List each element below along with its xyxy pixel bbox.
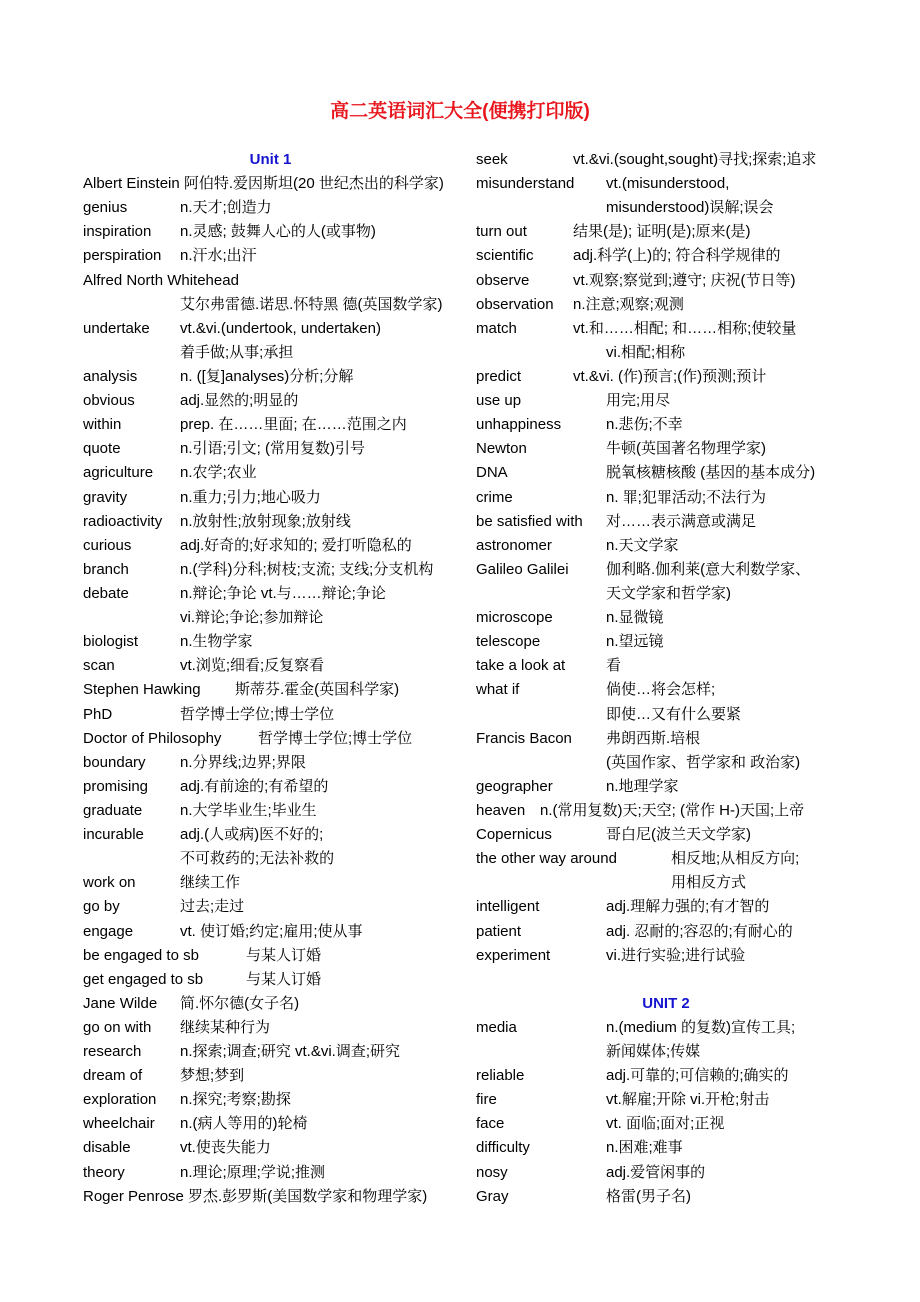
- vocab-entry: [476, 920, 856, 944]
- vocab-entry: [83, 1136, 458, 1160]
- vocab-word: Gray: [476, 1187, 509, 1205]
- vocab-entry: [476, 1040, 856, 1064]
- vocab-definition: vt. 使订婚;约定;雇用;使从事: [180, 922, 363, 940]
- vocab-entry: [83, 341, 458, 365]
- vocab-entry: [476, 871, 856, 895]
- vocab-entry: [476, 269, 856, 293]
- vocab-entry: [83, 1064, 458, 1088]
- vocab-word: research: [83, 1043, 142, 1061]
- vocab-entry: [476, 172, 856, 196]
- vocab-word: perspiration: [83, 247, 162, 265]
- vocab-word: difficulty: [476, 1139, 530, 1157]
- vocab-definition: n.望远镜: [606, 633, 664, 651]
- vocab-entry: [83, 654, 458, 678]
- vocab-definition: 哥白尼(波兰天文学家): [606, 826, 751, 844]
- vocab-definition: 斯蒂芬.霍金(英国科学家): [235, 681, 400, 699]
- vocab-entry: [476, 1064, 856, 1088]
- vocab-word: match: [476, 319, 517, 337]
- vocab-definition: adj.好奇的;好求知的; 爱打听隐私的: [180, 536, 412, 554]
- vocab-definition: n.困难;难事: [606, 1139, 683, 1157]
- vocab-entry: [83, 486, 458, 510]
- vocab-word: seek: [476, 151, 508, 168]
- vocab-word: microscope: [476, 609, 553, 627]
- vocab-definition: adj. 忍耐的;容忍的;有耐心的: [606, 922, 793, 940]
- vocab-word: curious: [83, 536, 132, 554]
- vocab-word: observe: [476, 271, 530, 289]
- vocab-entry: [83, 196, 458, 220]
- vocab-definition: 脱氧核糖核酸 (基因的基本成分): [606, 464, 816, 482]
- vocab-entry: [476, 510, 856, 534]
- vocab-word: be engaged to sb: [83, 946, 199, 964]
- vocab-word: observation: [476, 295, 554, 313]
- vocab-definition: n.(学科)分科;树枝;支流; 支线;分支机构: [180, 560, 434, 578]
- vocab-definition: 牛顿(英国著名物理学家): [606, 440, 766, 458]
- vocab-definition: n.重力;引力;地心吸力: [180, 488, 321, 506]
- vocab-definition: vi.进行实验;进行试验: [606, 946, 746, 964]
- vocab-definition: vt.&vi.(undertook, undertaken): [180, 319, 381, 337]
- vocab-word: Alfred North Whitehead: [83, 271, 239, 289]
- page-title: 高二英语词汇大全(便携打印版): [330, 101, 590, 122]
- vocab-entry: [476, 1088, 856, 1112]
- vocab-definition: 结果(是); 证明(是);原来(是): [573, 223, 751, 241]
- vocab-word: DNA: [476, 464, 508, 482]
- vocab-word: use up: [476, 392, 522, 410]
- vocab-definition: n.灵感; 鼓舞人心的人(或事物): [180, 223, 376, 241]
- vocab-entry: [83, 944, 458, 968]
- vocab-definition: n.生物学家: [180, 633, 253, 651]
- vocab-word: within: [83, 416, 122, 434]
- vocab-entry: [83, 992, 458, 1016]
- vocab-definition: n. 罪;犯罪活动;不法行为: [606, 488, 767, 506]
- vocab-word: incurable: [83, 826, 144, 844]
- vocab-definition: vt.&vi.(sought,sought)寻找;探索;追求: [573, 151, 817, 168]
- vocab-entry: [476, 220, 856, 244]
- vocab-entry: [476, 775, 856, 799]
- vocab-definition: n.悲伤;不幸: [606, 416, 683, 434]
- vocab-entry: [476, 895, 856, 919]
- vocab-definition: n.天文学家: [606, 536, 679, 554]
- vocab-entry: [476, 293, 856, 317]
- vocab-definition: vt.解雇;开除 vi.开枪;射击: [606, 1091, 770, 1109]
- vocab-entry: [476, 1185, 856, 1209]
- vocab-definition: n.大学毕业生;毕业生: [180, 801, 317, 819]
- vocab-word: undertake: [83, 319, 150, 337]
- vocab-word: Newton: [476, 440, 527, 458]
- blank-row: [476, 968, 856, 992]
- vocab-word: Roger Penrose 罗杰.彭罗斯(美国数学家和物理学家): [83, 1187, 428, 1205]
- vocab-definition: adj.理解力强的;有才智的: [606, 898, 770, 916]
- vocab-definition: (英国作家、哲学家和 政治家): [606, 753, 801, 771]
- vocab-entry: [476, 654, 856, 678]
- vocab-entry: [476, 582, 856, 606]
- vocab-definition: adj.显然的;明显的: [180, 392, 299, 410]
- unit-heading: Unit 1: [249, 151, 292, 168]
- right-column: [476, 148, 856, 1209]
- vocab-definition: n.(常用复数)天;天空; (常作 H-)天国;上帝: [540, 801, 805, 819]
- vocab-word: telescope: [476, 633, 541, 651]
- vocab-definition: 伽利略.伽利莱(意大利数学家、: [606, 560, 811, 578]
- vocab-word: graduate: [83, 801, 143, 819]
- vocab-word: what if: [476, 681, 520, 699]
- vocab-definition: n.天才;创造力: [180, 199, 272, 217]
- vocab-entry: [476, 317, 856, 341]
- vocab-entry: [476, 486, 856, 510]
- vocab-entry: [476, 630, 856, 654]
- vocab-word: obvious: [83, 392, 135, 410]
- vocab-entry: [83, 172, 458, 196]
- vocab-entry: [83, 678, 458, 702]
- vocab-entry: [83, 775, 458, 799]
- vocab-word: the other way around: [476, 850, 617, 868]
- vocab-entry: [83, 413, 458, 437]
- vocab-entry: [476, 823, 856, 847]
- vocab-definition: adj.有前途的;有希望的: [180, 777, 329, 795]
- vocab-entry: [83, 799, 458, 823]
- vocab-entry: [83, 606, 458, 630]
- vocab-definition: vt.&vi. (作)预言;(作)预测;预计: [573, 367, 767, 385]
- vocab-entry: [83, 293, 458, 317]
- vocab-entry: [83, 220, 458, 244]
- vocab-word: disable: [83, 1139, 131, 1157]
- vocab-entry: [83, 1161, 458, 1185]
- vocab-definition: 用相反方式: [671, 874, 747, 892]
- vocab-word: geographer: [476, 777, 553, 795]
- vocab-word: unhappiness: [476, 416, 562, 434]
- vocab-entry: [83, 751, 458, 775]
- vocab-definition: n.辩论;争论 vt.与……辩论;争论: [180, 584, 386, 602]
- vocab-entry: [476, 751, 856, 775]
- vocab-entry: [476, 437, 856, 461]
- vocab-word: crime: [476, 488, 513, 506]
- vocab-word: Galileo Galilei: [476, 560, 569, 578]
- vocab-definition: vt.观察;察觉到;遵守; 庆祝(节日等): [573, 271, 796, 289]
- vocab-definition: 新闻媒体;传媒: [606, 1043, 701, 1061]
- vocab-entry: [476, 196, 856, 220]
- vocab-definition: 天文学家和哲学家): [606, 584, 731, 602]
- vocab-entry: [83, 703, 458, 727]
- vocab-word: Copernicus: [476, 826, 552, 844]
- vocab-definition: prep. 在……里面; 在……范围之内: [180, 416, 407, 434]
- vocab-definition: 着手做;从事;承担: [180, 343, 294, 361]
- vocab-entry: [476, 413, 856, 437]
- vocab-word: boundary: [83, 753, 146, 771]
- vocab-entry: [476, 606, 856, 630]
- vocab-word: be satisfied with: [476, 512, 583, 530]
- vocab-entry: [476, 389, 856, 413]
- vocab-entry: [476, 1016, 856, 1040]
- vocab-word: intelligent: [476, 898, 540, 916]
- vocab-entry: [476, 678, 856, 702]
- vocab-entry: [83, 582, 458, 606]
- vocab-word: take a look at: [476, 657, 566, 675]
- vocab-entry: [476, 148, 856, 172]
- vocab-word: media: [476, 1018, 517, 1036]
- vocab-definition: misunderstood)误解;误会: [606, 199, 774, 217]
- vocab-definition: 与某人订婚: [246, 970, 322, 988]
- vocab-definition: 与某人订婚: [246, 946, 322, 964]
- vocab-entry: [83, 558, 458, 582]
- vocab-entry: [476, 944, 856, 968]
- vocab-definition: 看: [606, 657, 622, 675]
- vocab-word: radioactivity: [83, 512, 163, 530]
- vocab-word: theory: [83, 1163, 125, 1181]
- vocab-definition: 继续工作: [180, 874, 241, 892]
- vocab-entry: [83, 871, 458, 895]
- vocab-entry: [83, 823, 458, 847]
- vocab-definition: n. ([复]analyses)分析;分解: [180, 367, 354, 385]
- vocab-definition: vt. 面临;面对;正视: [606, 1115, 725, 1133]
- vocab-definition: 即使…又有什么要紧: [606, 705, 742, 723]
- vocab-word: debate: [83, 584, 129, 602]
- vocab-word: PhD: [83, 705, 113, 723]
- vocab-definition: n.汗水;出汗: [180, 247, 257, 265]
- vocab-definition: vt.使丧失能力: [180, 1139, 271, 1157]
- vocab-word: patient: [476, 922, 522, 940]
- vocab-entry: [83, 510, 458, 534]
- vocab-entry: [476, 799, 856, 823]
- vocab-entry: [83, 389, 458, 413]
- vocab-entry: [83, 847, 458, 871]
- vocab-definition: 哲学博士学位;博士学位: [180, 705, 335, 723]
- vocab-entry: [83, 630, 458, 654]
- vocab-definition: 继续某种行为: [180, 1018, 271, 1036]
- vocab-word: face: [476, 1115, 505, 1133]
- vocab-entry: [476, 727, 856, 751]
- vocab-word: gravity: [83, 488, 128, 506]
- vocab-entry: [83, 1112, 458, 1136]
- vocab-definition: 艾尔弗雷德.诺思.怀特黑 德(英国数学家): [180, 295, 443, 313]
- vocab-entry: [83, 437, 458, 461]
- vocab-word: Doctor of Philosophy: [83, 729, 222, 747]
- vocab-definition: adj.可靠的;可信赖的;确实的: [606, 1067, 789, 1085]
- vocab-word: scientific: [476, 247, 534, 265]
- vocab-entry: [83, 317, 458, 341]
- vocab-entry: [83, 365, 458, 389]
- vocab-entry: [476, 1136, 856, 1160]
- vocab-entry: [476, 703, 856, 727]
- vocab-entry: [83, 1016, 458, 1040]
- vocab-definition: 格雷(男子名): [606, 1187, 691, 1205]
- vocab-word: reliable: [476, 1067, 525, 1085]
- vocab-definition: n.理论;原理;学说;推测: [180, 1163, 326, 1181]
- vocab-definition: n.农学;农业: [180, 464, 257, 482]
- vocab-word: fire: [476, 1091, 497, 1109]
- vocab-entry: [476, 558, 856, 582]
- vocab-definition: n.(病人等用的)轮椅: [180, 1115, 308, 1133]
- vocab-word: branch: [83, 560, 129, 578]
- vocab-word: agriculture: [83, 464, 154, 482]
- vocab-entry: [83, 920, 458, 944]
- vocab-word: inspiration: [83, 223, 152, 241]
- vocab-word: genius: [83, 199, 128, 217]
- vocab-entry: [83, 461, 458, 485]
- vocab-entry: [83, 1040, 458, 1064]
- vocab-word: go on with: [83, 1018, 152, 1036]
- vocab-entry: [476, 847, 856, 871]
- vocab-word: scan: [83, 657, 115, 675]
- vocab-entry: [83, 1088, 458, 1112]
- vocab-definition: 相反地;从相反方向;: [671, 850, 800, 868]
- vocab-word: wheelchair: [83, 1115, 155, 1133]
- vocab-definition: n.显微镜: [606, 609, 664, 627]
- vocab-definition: 梦想;梦到: [180, 1067, 245, 1085]
- vocab-word: turn out: [476, 223, 527, 241]
- vocab-definition: n.探究;考察;勘探: [180, 1091, 291, 1109]
- left-column: [83, 148, 458, 1209]
- vocab-definition: vt.(misunderstood,: [606, 175, 730, 193]
- vocab-definition: n.地理学家: [606, 777, 679, 795]
- vocab-word: Albert Einstein 阿伯特.爱因斯坦(20 世纪杰出的科学家): [83, 175, 444, 193]
- vocab-definition: 用完;用尽: [606, 392, 671, 410]
- vocab-word: astronomer: [476, 536, 552, 554]
- vocab-word: exploration: [83, 1091, 157, 1109]
- vocab-entry: [476, 461, 856, 485]
- vocab-definition: 倘使…将会怎样;: [606, 681, 716, 699]
- vocab-definition: 弗朗西斯.培根: [606, 729, 701, 747]
- vocab-definition: 哲学博士学位;博士学位: [258, 729, 413, 747]
- vocab-definition: n.放射性;放射现象;放射线: [180, 512, 351, 530]
- vocab-word: quote: [83, 440, 121, 458]
- vocab-entry: [476, 341, 856, 365]
- vocab-definition: adj.科学(上)的; 符合科学规律的: [573, 247, 781, 265]
- vocab-word: go by: [83, 898, 120, 916]
- vocab-definition: vi.辩论;争论;参加辩论: [180, 609, 324, 627]
- vocab-definition: n.分界线;边界;界限: [180, 753, 306, 771]
- vocab-definition: n.注意;观察;观测: [573, 295, 684, 313]
- vocab-definition: 简.怀尔德(女子名): [180, 994, 300, 1012]
- vocab-word: Jane Wilde: [83, 994, 158, 1012]
- vocab-definition: n.(medium 的复数)宣传工具;: [606, 1018, 796, 1036]
- vocab-word: predict: [476, 367, 522, 385]
- vocab-definition: adj.爱管闲事的: [606, 1163, 706, 1181]
- vocab-word: Francis Bacon: [476, 729, 572, 747]
- vocab-definition: vi.相配;相称: [606, 343, 686, 361]
- vocab-definition: n.引语;引文; (常用复数)引号: [180, 440, 366, 458]
- vocab-definition: 对……表示满意或满足: [606, 512, 757, 530]
- unit-heading: UNIT 2: [642, 994, 690, 1012]
- vocab-word: dream of: [83, 1067, 143, 1085]
- vocab-definition: vt.和……相配; 和……相称;使较量: [573, 319, 797, 337]
- vocab-entry: [83, 895, 458, 919]
- vocab-word: Stephen Hawking: [83, 681, 201, 699]
- vocab-word: work on: [83, 874, 136, 892]
- vocab-entry: [83, 1185, 458, 1209]
- vocab-entry: [476, 1161, 856, 1185]
- vocab-definition: 不可救药的;无法补救的: [180, 850, 335, 868]
- vocab-entry: [476, 244, 856, 268]
- vocab-entry: [476, 534, 856, 558]
- vocab-word: analysis: [83, 367, 138, 385]
- vocab-entry: [83, 269, 458, 293]
- vocab-definition: 过去;走过: [180, 898, 245, 916]
- vocab-entry: [476, 1112, 856, 1136]
- vocab-word: experiment: [476, 946, 551, 964]
- vocab-definition: n.探索;调查;研究 vt.&vi.调查;研究: [180, 1043, 401, 1061]
- vocab-entry: [83, 727, 458, 751]
- vocab-word: promising: [83, 777, 149, 795]
- vocab-word: get engaged to sb: [83, 970, 204, 988]
- vocab-entry: [83, 244, 458, 268]
- vocab-entry: [83, 968, 458, 992]
- vocab-word: nosy: [476, 1163, 508, 1181]
- vocab-word: misunderstand: [476, 175, 575, 193]
- vocab-definition: vt.浏览;细看;反复察看: [180, 657, 325, 675]
- vocab-word: engage: [83, 922, 134, 940]
- vocab-word: heaven: [476, 801, 526, 819]
- vocab-entry: [476, 365, 856, 389]
- vocab-entry: [83, 534, 458, 558]
- vocab-word: biologist: [83, 633, 139, 651]
- vocab-definition: adj.(人或病)医不好的;: [180, 826, 324, 844]
